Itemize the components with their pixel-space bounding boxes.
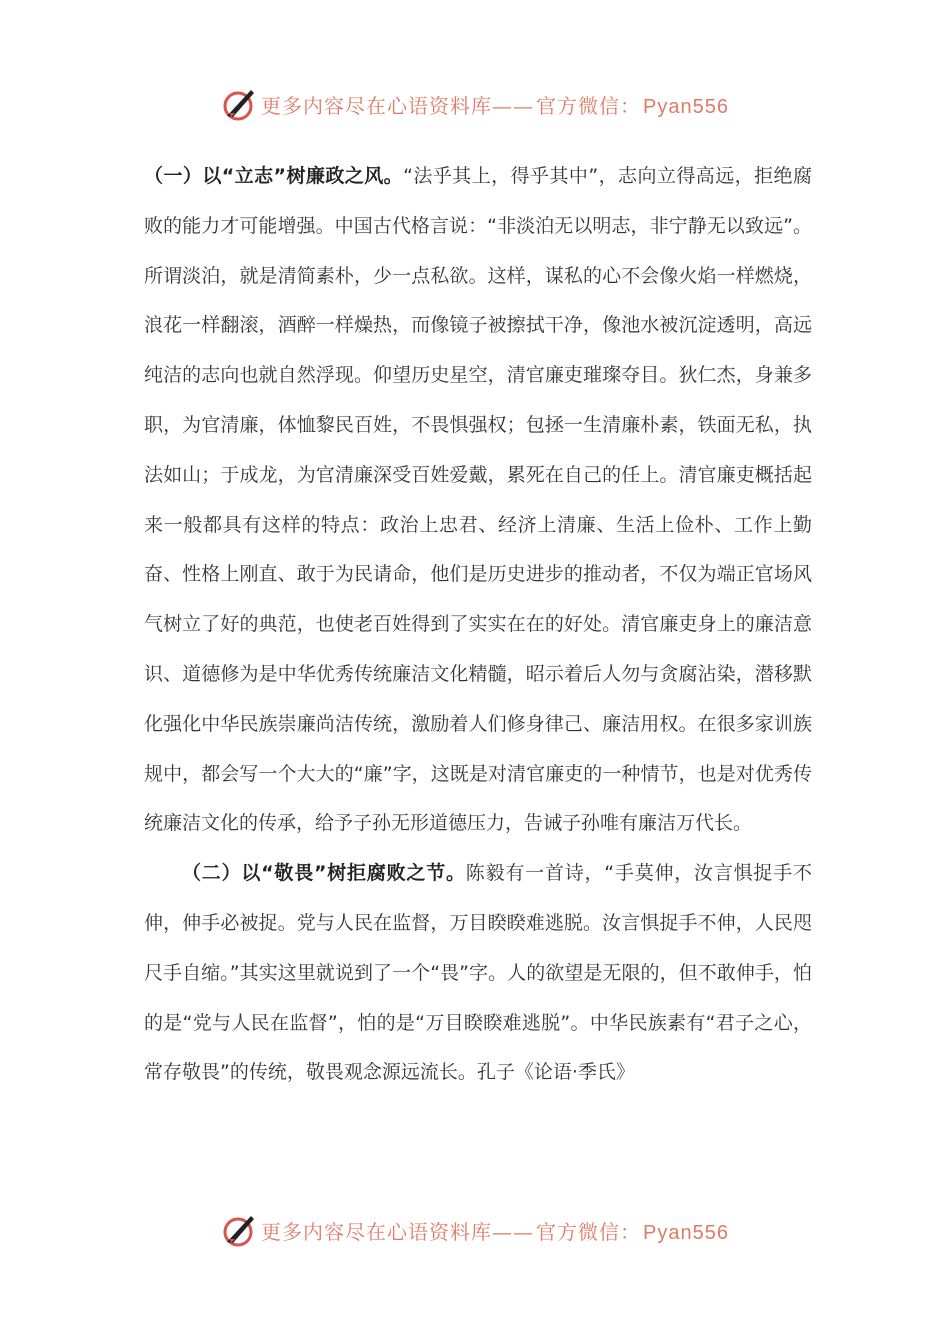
banner-dash: —— xyxy=(492,1219,535,1244)
paragraph-2 xyxy=(144,849,812,1098)
banner-main-text: 更多内容尽在心语资料库 xyxy=(261,93,493,118)
paragraph-1-text: “法乎其上，得乎其中”，志向立得高远，拒绝腐败的能力才可能增强。中国古代格言说：“非淡泊无以明志，非宁静无以致远”。所谓淡泊，就是清简素朴，少一点私欲。这样，谋私的心不会像火焰一样燃烧，浪花一样翻滚，酒醉一样燥热，而像镜子被擦拭干净，像池水被沉淀透明，高远纯洁的志向也就自然浮现。仰望历史星空，清官廉吏璀璨夺目。狄仁杰，身兼多职，为官清廉，体恤黎民百姓，不畏惧强权；包拯一生清廉朴素，铁面无私，执法如山；于成龙，为官清廉深受百姓爱戴，累死在自己的任上。清官廉吏概括起来一般都具有这样的特点：政治上忠君、经济上清廉、生活上俭朴、工作上勤奋、性格上刚直、敢于为民请命，他们是历史进步的推动者，不仅为端正官场风气树立了好的典范，也使老百姓得到了实实在在的好处。清官廉吏身上的廉洁意识、道德修为是中华优秀传统廉洁文化精髓，昭示着后人勿与贪腐沾染，潜移默化强化中华民族崇廉尚洁传统，激励着人们修身律己、廉洁用权。在很多家训族规中，都会写一个大大的“廉”字，这既是对清官廉吏的一种情节，也是对优秀传统廉洁文化的传承，给予子孙无形道德压力，告诫子孙唯有廉洁万代长。 xyxy=(144,165,812,835)
quill-logo-icon xyxy=(221,86,257,122)
banner-text xyxy=(261,1216,729,1245)
banner-main-text: 更多内容尽在心语资料库 xyxy=(261,1219,493,1244)
banner-text xyxy=(261,90,729,119)
banner-wechat-label: 官方微信： xyxy=(536,93,642,118)
quill-logo-icon xyxy=(221,1212,257,1248)
header-banner xyxy=(0,84,950,124)
paragraph-1-heading: （一）以“立志”树廉政之风。 xyxy=(144,165,404,187)
paragraph-1 xyxy=(144,152,812,849)
banner-wechat-id: Pyan556 xyxy=(643,1221,729,1244)
banner-wechat-label: 官方微信： xyxy=(536,1219,642,1244)
paragraph-2-text: 陈毅有一首诗，“手莫伸，汝言惧捉手不伸，伸手必被捉。党与人民在监督，万目睽睽难逃脱。汝言惧捉手不伸，人民咫尺手自缩。”其实这里就说到了一个“畏”字。人的欲望是无限的，但不敢伸手，怕的是“党与人民在监督”，怕的是“万目睽睽难逃脱”。中华民族素有“君子之心，常存敬畏”的传统，敬畏观念源远流长。孔子《论语·季氏》 xyxy=(144,862,812,1084)
banner-dash: —— xyxy=(492,93,535,118)
article-body xyxy=(144,152,812,1098)
banner-wechat-id: Pyan556 xyxy=(643,95,729,118)
footer-banner xyxy=(0,1210,950,1250)
paragraph-2-heading: （二）以“敬畏”树拒腐败之节。 xyxy=(182,862,466,885)
